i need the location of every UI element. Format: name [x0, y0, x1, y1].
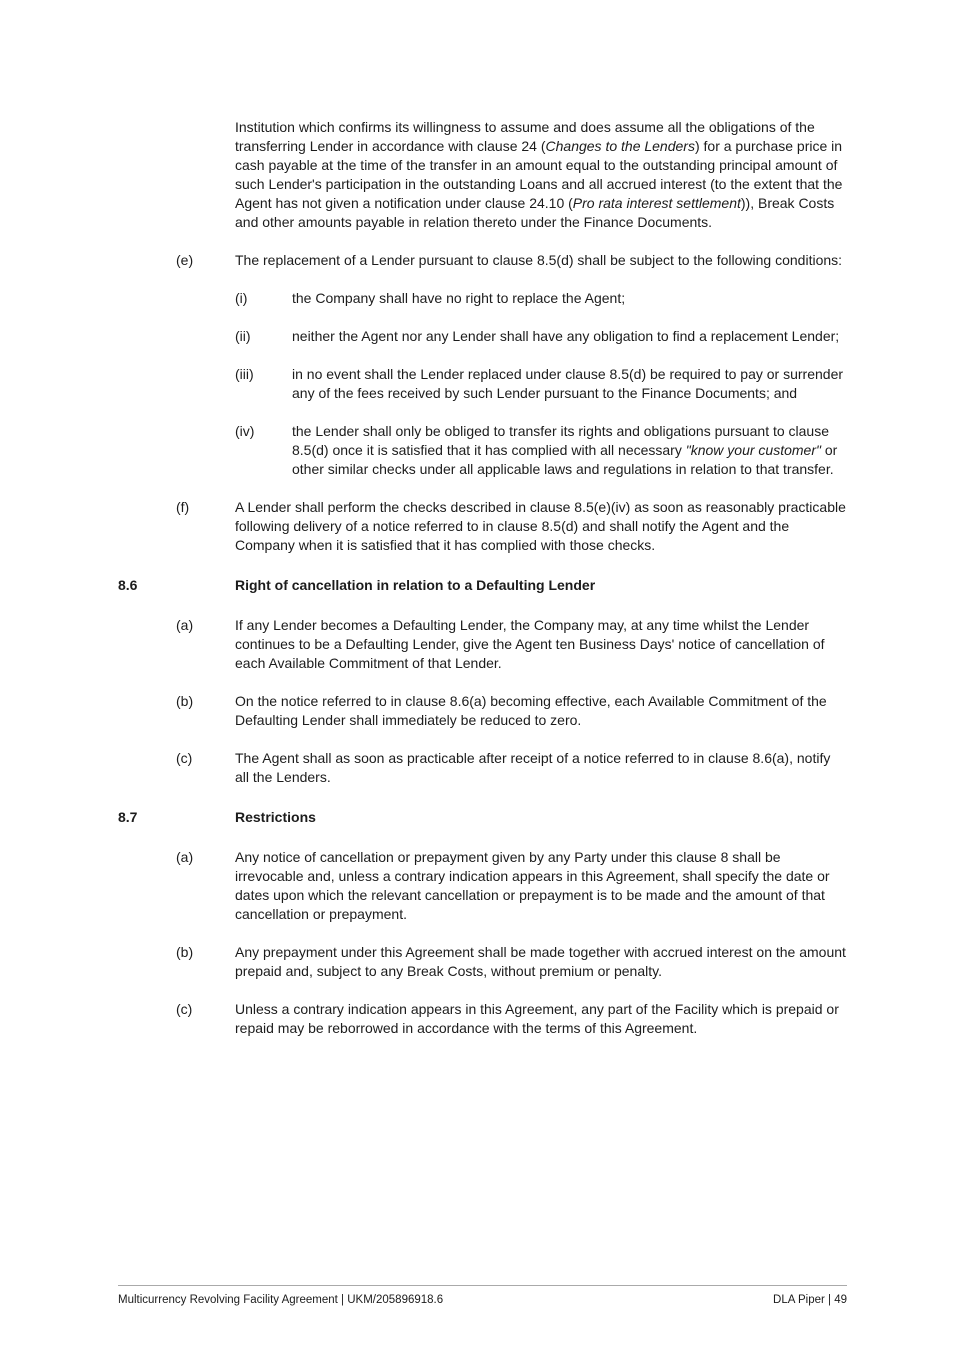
clause-text: [292, 327, 847, 346]
section-heading: [118, 576, 847, 595]
section-heading: [118, 808, 847, 827]
clause-label: (a): [176, 849, 194, 865]
clause-row: [176, 749, 847, 787]
clause-text: [235, 251, 847, 270]
clause-row: [235, 422, 847, 479]
body-text: )), Break Costs and other amounts payable in relation thereto under the Finance Documents.: [235, 195, 835, 230]
body-text: If any Lender becomes a Defaulting Lender, the Company may, at any time whilst the Lender continues to be a Defaulting Lender, give the Agent ten Business Days' notice of cancellation of each Available Commitment of that Lender.: [235, 617, 825, 671]
clause-label: (iii): [235, 366, 254, 382]
clause-label: (c): [176, 750, 193, 766]
paragraph: [235, 118, 847, 232]
clause-text: [292, 365, 847, 403]
italic-text: "know your customer": [685, 442, 821, 458]
clause-text: [235, 943, 847, 981]
footer-firm-page-number: DLA Piper | 49: [773, 1294, 847, 1306]
section-number: 8.6: [118, 577, 138, 593]
body-text: or other similar checks under all applicable laws and regulations in relation to that transfer.: [292, 442, 838, 477]
document-body: [118, 118, 847, 1057]
clause-label: (a): [176, 617, 194, 633]
clause-label: (b): [176, 693, 194, 709]
clause-text: [235, 1000, 847, 1038]
body-text: A Lender shall perform the checks described in clause 8.5(e)(iv) as soon as reasonably practicable following delivery of a notice referred to in clause 8.5(d) and shall notify the Agent and the Company when it is satisfied that it has complied with those checks.: [235, 499, 846, 553]
body-text: Institution which confirms its willingness to assume and does assume all the obligations of the transferring Lender in accordance with clause 24 (: [235, 119, 815, 154]
clause-text: [235, 498, 847, 555]
body-text: in no event shall the Lender replaced under clause 8.5(d) be required to pay or surrender any of the fees received by such Lender pursuant to the Finance Documents; and: [292, 366, 844, 401]
body-text: On the notice referred to in clause 8.6(a) becoming effective, each Available Commitment of the Defaulting Lender shall immediately be reduced to zero.: [235, 693, 827, 728]
clause-label: (c): [176, 1001, 193, 1017]
body-text: Any notice of cancellation or prepayment given by any Party under this clause 8 shall be irrevocable and, unless a contrary indication appears in this Agreement, shall specify the date or dates upon which the relevant cancellation or prepayment is to be made and the amount of that cancellation or prepayment.: [235, 849, 830, 922]
clause-label: (e): [176, 252, 194, 268]
body-text: The replacement of a Lender pursuant to clause 8.5(d) shall be subject to the following conditions:: [235, 252, 843, 268]
clause-label: (i): [235, 290, 248, 306]
body-text: the Lender shall only be obliged to transfer its rights and obligations pursuant to clause 8.5(d) once it is satisfied that it has complied with all necessary: [292, 423, 830, 458]
italic-text: Changes to the Lenders: [545, 138, 695, 154]
footer-document-title: Multicurrency Revolving Facility Agreement | UKM/205896918.6: [118, 1294, 444, 1306]
clause-row: [176, 498, 847, 555]
body-text: ) for a purchase price in cash payable at the time of the transfer in an amount equal to the outstanding principal amount of such Lender's participation in the outstanding Loans and all accrued interest (to the extent that the Agent has not given a notification under clause 24.10 (: [235, 138, 843, 211]
clause-text: [235, 692, 847, 730]
clause-row: [176, 251, 847, 270]
body-text: neither the Agent nor any Lender shall have any obligation to find a replacement Lender;: [292, 328, 840, 344]
body-text: The Agent shall as soon as practicable after receipt of a notice referred to in clause 8.6(a), notify all the Lenders.: [235, 750, 831, 785]
body-text: the Company shall have no right to replace the Agent;: [292, 290, 626, 306]
clause-text: [292, 422, 847, 479]
clause-label: (f): [176, 499, 190, 515]
clause-row: [176, 692, 847, 730]
clause-text: [235, 848, 847, 924]
clause-label: (iv): [235, 423, 255, 439]
clause-text: [235, 749, 847, 787]
section-title: Right of cancellation in relation to a Defaulting Lender: [235, 577, 596, 593]
clause-label: (ii): [235, 328, 251, 344]
section-number: 8.7: [118, 809, 138, 825]
clause-row: [176, 943, 847, 981]
page-footer: [118, 1285, 847, 1307]
clause-row: [235, 289, 847, 308]
clause-row: [176, 1000, 847, 1038]
clause-text: [292, 289, 847, 308]
section-title: Restrictions: [235, 809, 316, 825]
clause-label: (b): [176, 944, 194, 960]
clause-row: [235, 365, 847, 403]
italic-text: Pro rata interest settlement: [572, 195, 741, 211]
clause-text: [235, 616, 847, 673]
body-text: Unless a contrary indication appears in this Agreement, any part of the Facility which is prepaid or repaid may be reborrowed in accordance with the terms of this Agreement.: [235, 1001, 839, 1036]
clause-row: [176, 616, 847, 673]
clause-row: [176, 848, 847, 924]
body-text: Any prepayment under this Agreement shall be made together with accrued interest on the amount prepaid and, subject to any Break Costs, without premium or penalty.: [235, 944, 846, 979]
clause-row: [235, 327, 847, 346]
